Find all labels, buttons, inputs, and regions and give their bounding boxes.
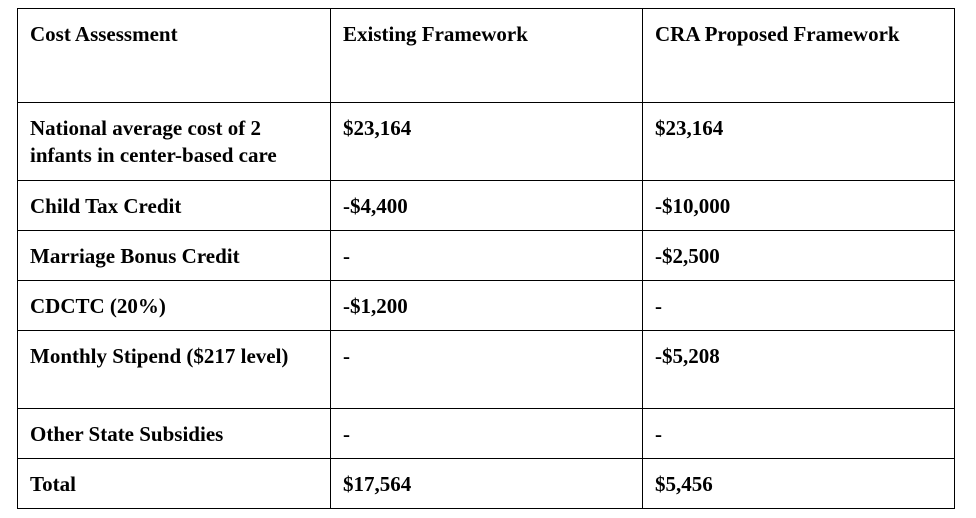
table-header-row xyxy=(18,9,955,103)
table-row xyxy=(18,181,955,231)
row-label: Other State Subsidies xyxy=(18,409,331,459)
existing-value: -$1,200 xyxy=(331,281,643,331)
cost-assessment-table xyxy=(17,8,955,509)
header-existing-framework: Existing Framework xyxy=(331,9,643,103)
existing-value: $23,164 xyxy=(331,103,643,181)
row-label: Marriage Bonus Credit xyxy=(18,231,331,281)
row-label: Child Tax Credit xyxy=(18,181,331,231)
proposed-value: - xyxy=(643,409,955,459)
existing-value: -$4,400 xyxy=(331,181,643,231)
table-total-row xyxy=(18,459,955,509)
row-label: National average cost of 2 infants in center-based care xyxy=(18,103,331,181)
total-label: Total xyxy=(18,459,331,509)
proposed-value: -$2,500 xyxy=(643,231,955,281)
row-label: CDCTC (20%) xyxy=(18,281,331,331)
existing-total: $17,564 xyxy=(331,459,643,509)
proposed-value: -$10,000 xyxy=(643,181,955,231)
table-row xyxy=(18,281,955,331)
table-row xyxy=(18,409,955,459)
header-cost-assessment: Cost Assessment xyxy=(18,9,331,103)
proposed-value: - xyxy=(643,281,955,331)
table-row xyxy=(18,103,955,181)
existing-value: - xyxy=(331,331,643,409)
proposed-value: $23,164 xyxy=(643,103,955,181)
existing-value: - xyxy=(331,409,643,459)
proposed-value: -$5,208 xyxy=(643,331,955,409)
header-cra-proposed-framework: CRA Proposed Framework xyxy=(643,9,955,103)
proposed-total: $5,456 xyxy=(643,459,955,509)
table-row xyxy=(18,231,955,281)
existing-value: - xyxy=(331,231,643,281)
table-row xyxy=(18,331,955,409)
row-label: Monthly Stipend ($217 level) xyxy=(18,331,331,409)
